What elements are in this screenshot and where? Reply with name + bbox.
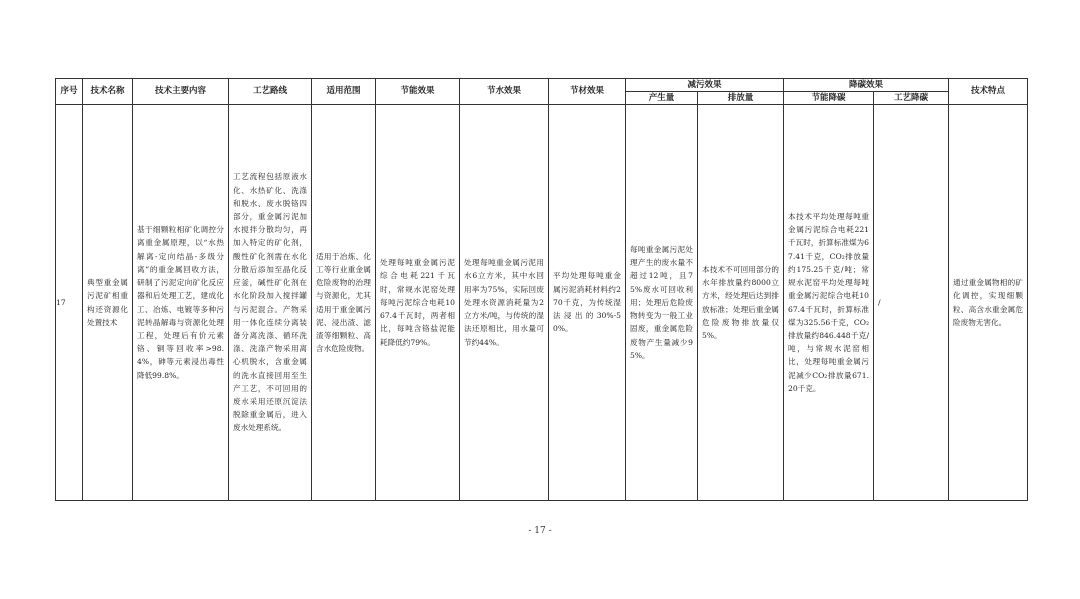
header-water-effect: 节水效果 — [460, 79, 549, 105]
process-route-text: 工艺流程包括原液水化、水热矿化、洗涤和脱水、废水脱铬四部分，重金属污泥加水搅拌分散均匀，再加入特定的矿化剂，酸性矿化剂需在水化分散后添加至晶化反应釜，碱性矿化剂在水化阶段加入搅拌罐与污泥混合。产物采用一体化连续分离装备分离洗涤、循环洗涤、洗涤产物采用离心机脱水，含重金属的洗水直接回用至生产工艺，不可回用的废水采用还原沉淀法脱除重金属后，进入废水处理系统。 — [233, 172, 307, 433]
header-features: 技术特点 — [949, 79, 1028, 105]
header-row-top — [56, 79, 1028, 92]
technology-table — [55, 78, 1028, 501]
header-carbon-reduction: 降碳效果 — [784, 79, 949, 92]
energy-effect-text: 处理每吨重金属污泥综合电耗221千瓦时，常规水泥窑处理每吨污泥综合电耗1067.4千瓦时，两者相比，每吨含铬盐泥能耗降低约79%。 — [380, 258, 455, 347]
header-material-effect: 节材效果 — [549, 79, 626, 105]
cell-energy-effect — [376, 105, 460, 501]
material-effect-text: 平均处理每吨重金属污泥消耗材料约270千克，为传统湿法浸出的30%-50%。 — [553, 271, 621, 334]
cell-process-route — [229, 105, 312, 501]
cell-water-effect — [460, 105, 549, 501]
header-process-route: 工艺路线 — [229, 79, 312, 105]
tech-name-text: 典型重金属污泥矿相重构还资源化处置技术 — [87, 278, 128, 327]
cell-tech-name — [83, 105, 133, 501]
page-number: - 17 - — [528, 526, 552, 536]
cell-pollution-generation — [626, 105, 698, 501]
header-pollution-emission: 排放量 — [698, 92, 784, 105]
header-pollution-reduction: 减污效果 — [626, 79, 784, 92]
cell-material-effect — [549, 105, 626, 501]
carbon-process-text: / — [878, 297, 881, 307]
header-scope: 适用范围 — [312, 79, 376, 105]
cell-carbon-process — [874, 105, 949, 501]
table-row — [56, 105, 1028, 501]
header-energy-effect: 节能效果 — [376, 79, 460, 105]
main-content-text: 基于细颗粒相矿化调控分离重金属原理，以“水热解离-定向结晶-多级分离”的重金属回收方法，研制了污泥定向矿化反应器和后处理工艺，建成化工、冶炼、电镀等多种污泥转晶解毒与资源化处理工程，处理后有价元素铬、铜等回收率>98.4%，砷等元素浸出毒性降低99.8%。 — [137, 225, 224, 380]
water-effect-text: 处理每吨重金属污泥用水6立方米，其中水回用率为75%，实际回废处理水资源消耗量为2立方米/吨，与传统的湿法还原相比，用水量可节约44%。 — [464, 258, 544, 347]
header-seq: 序号 — [56, 79, 83, 105]
header-carbon-process: 工艺降碳 — [874, 92, 949, 105]
pollution-generation-text: 每吨重金属污泥处理产生的废水量不超过12吨，且75%废水可回收利用；处理后危险废物转变为一般工业固废，重金属危险废物产生量减少95%。 — [630, 245, 693, 360]
header-main-content: 技术主要内容 — [133, 79, 229, 105]
features-text: 通过重金属物相的矿化调控，实现细颗粒、高含水重金属危险废物无害化。 — [953, 278, 1024, 327]
cell-features — [949, 105, 1028, 501]
cell-pollution-emission — [698, 105, 784, 501]
pollution-emission-text: 本技术不可回用部分的水年排放量约8000立方米，经处理后达到排放标准；处理后重金属危险废物排放量仅5%。 — [702, 264, 780, 340]
header-carbon-energy: 节能降碳 — [784, 92, 874, 105]
carbon-energy-text: 本技术平均处理每吨重金属污泥综合电耗221千瓦时，折算标准煤为67.41千克，CO₂排放量约175.25千克/吨；常规水泥窑平均处理每吨重金属污泥综合电耗1067.4千瓦时，折算标准煤为325.56千克，CO₂排放量约846.448千克/吨，与常规水泥窑相比，处理每吨重金属污泥减少CO₂排放量671.20千克。 — [788, 212, 870, 393]
header-tech-name: 技术名称 — [83, 79, 133, 105]
cell-scope — [312, 105, 376, 501]
header-pollution-generation: 产生量 — [626, 92, 698, 105]
cell-seq: 17 — [56, 105, 83, 501]
scope-text: 适用于冶炼、化工等行业重金属危险废物的治理与资源化，尤其适用于重金属污泥、浸出渣、滤渣等细颗粒、高含水危险废物。 — [316, 251, 371, 354]
cell-main-content — [133, 105, 229, 501]
cell-carbon-energy — [784, 105, 874, 501]
